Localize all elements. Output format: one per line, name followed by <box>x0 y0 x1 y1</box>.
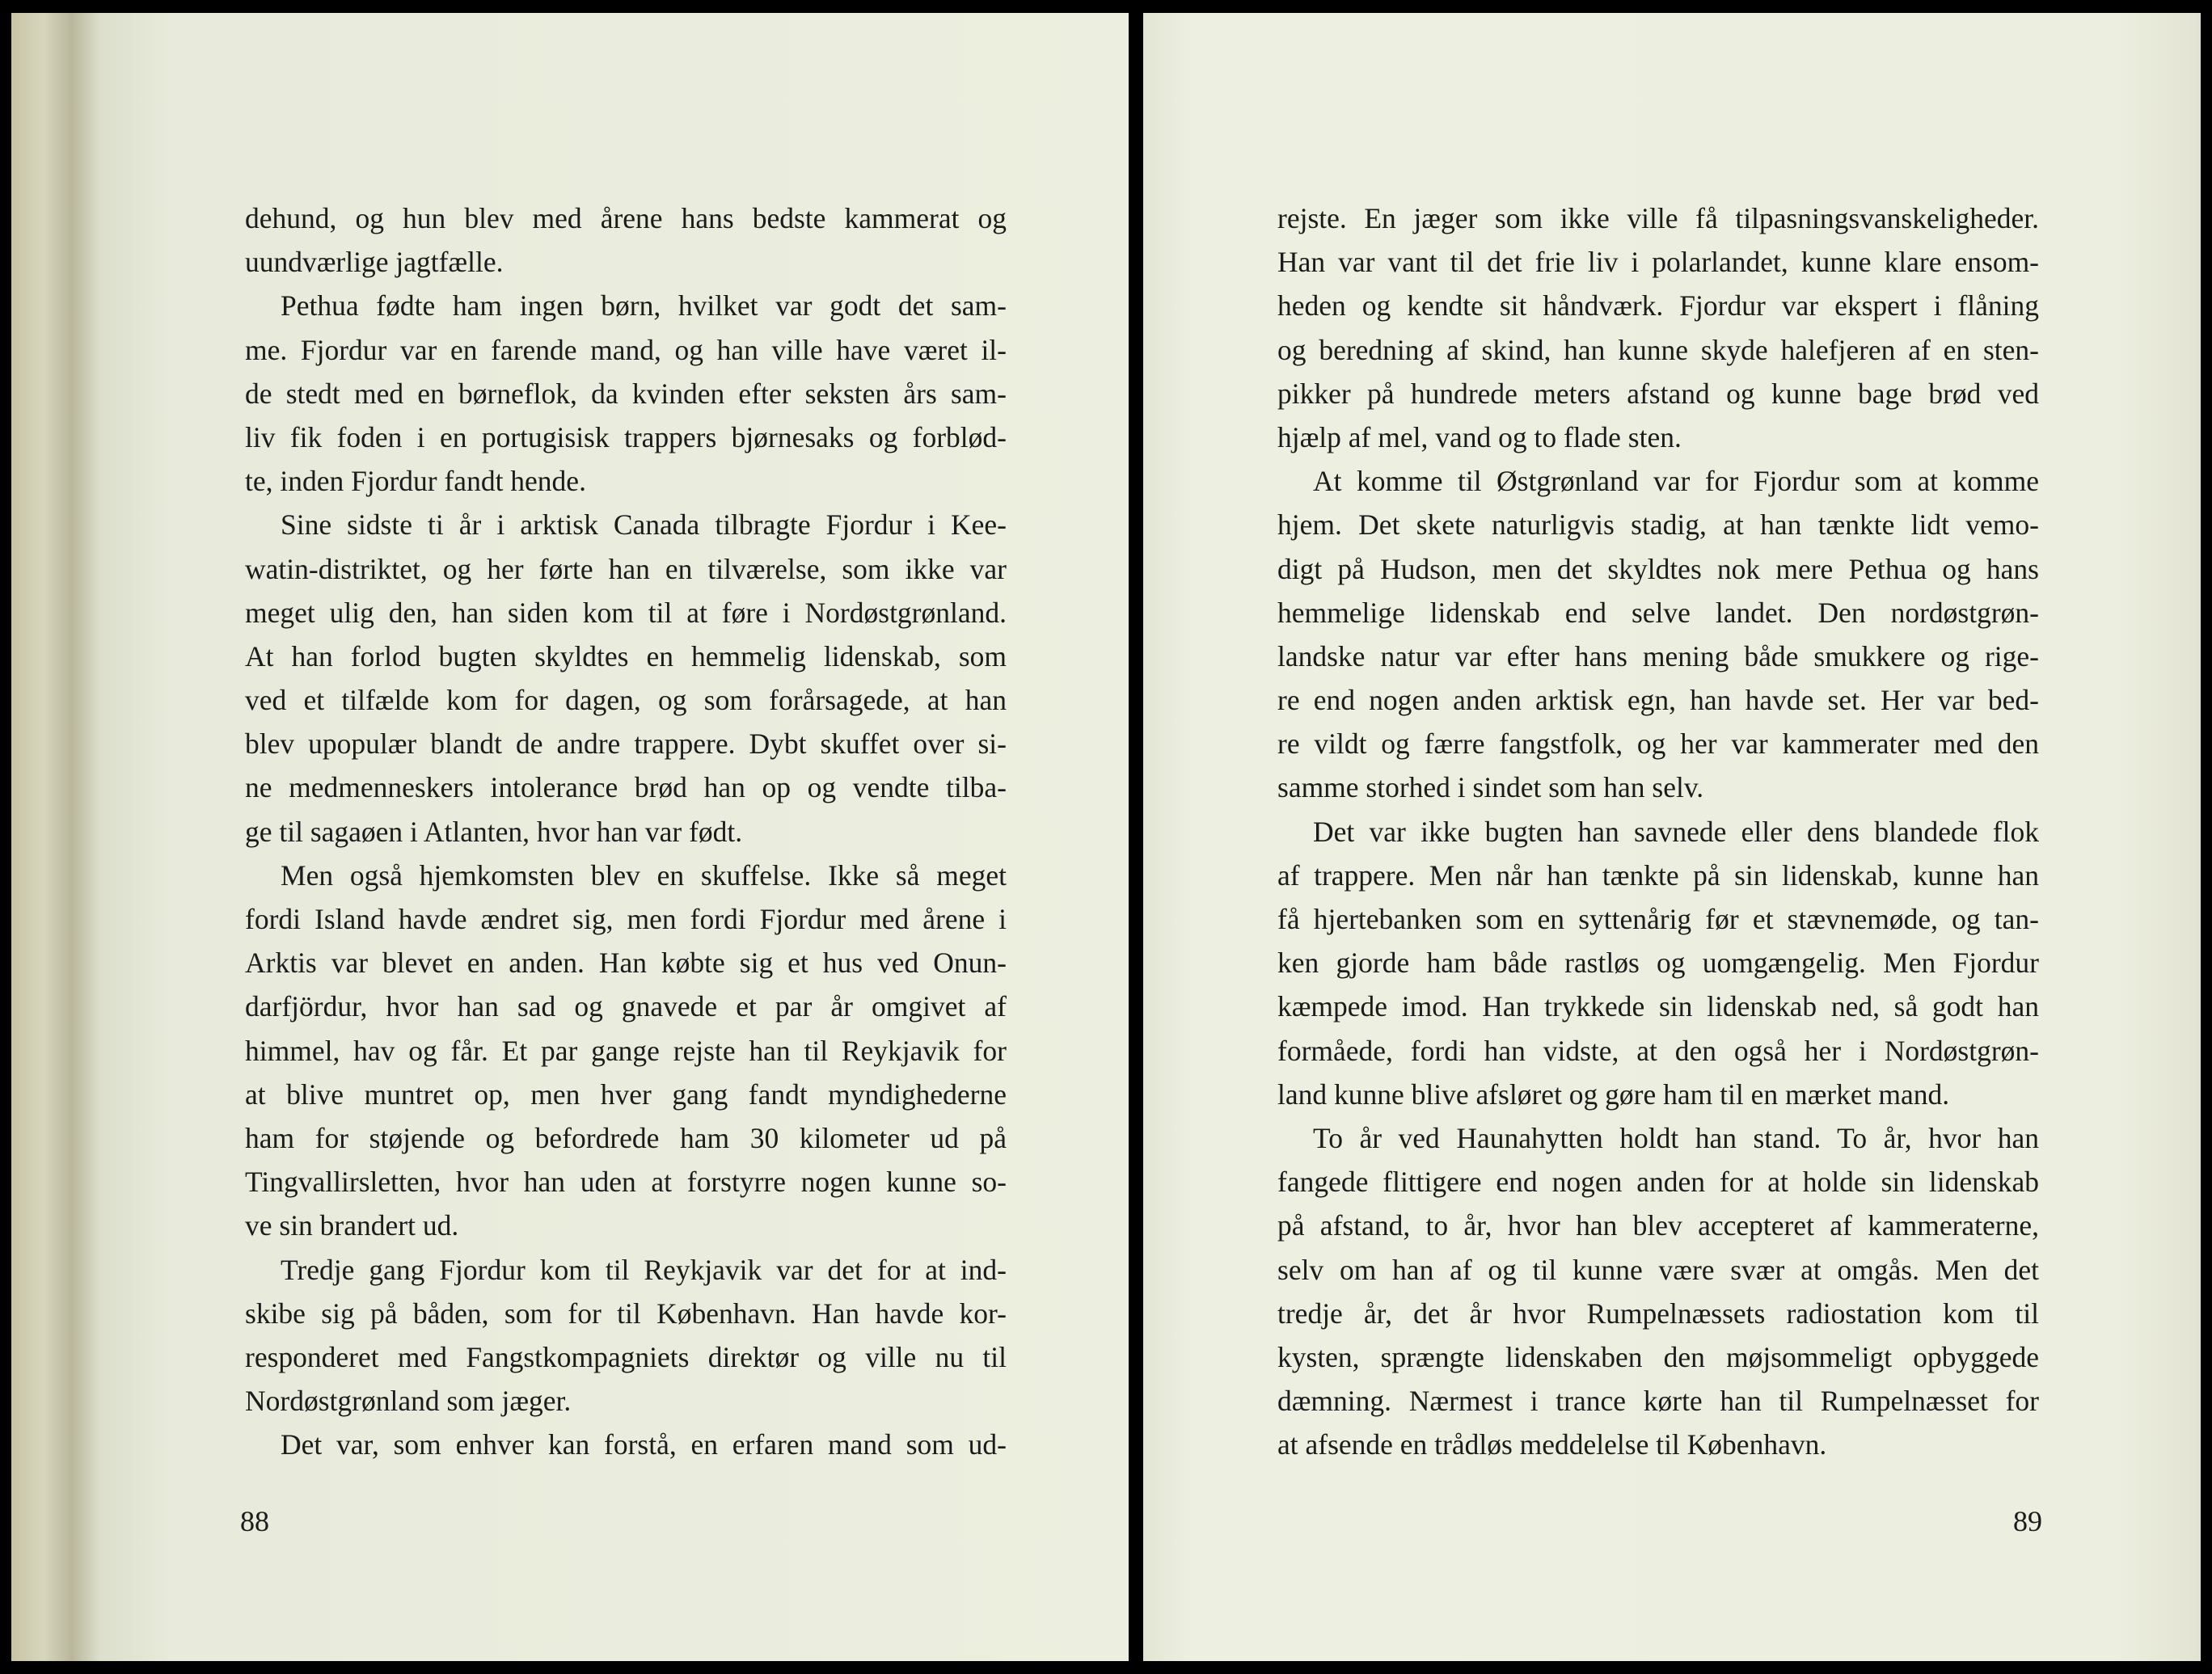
text-line: ved et tilfælde kom for dagen, og som forårsagede, at han <box>245 684 1007 717</box>
text-line: Det var, som enhver kan forstå, en erfaren mand som ud- <box>281 1428 1007 1461</box>
text-line: Han var vant til det frie liv i polarlandet, kunne klare ensom- <box>1277 246 2039 279</box>
page-number: 89 <box>2013 1505 2042 1537</box>
right-page-text <box>1277 196 2039 1466</box>
text-line: hjælp af mel, vand og to flade sten. <box>1277 420 1682 453</box>
text-line: Tredje gang Fjordur kom til Reykjavik var det for at ind- <box>281 1253 1007 1286</box>
text-line: ham for støjende og befordrede ham 30 kilometer ud på <box>245 1121 1007 1154</box>
left-page-text <box>245 196 1007 1466</box>
text-line: responderet med Fangstkompagniets direktør og ville nu til <box>245 1340 1007 1373</box>
text-line: blev upopulær blandt de andre trappere. Dybt skuffet over si- <box>245 727 1007 761</box>
text-line: formåede, fordi han vidste, at den også her i Nordøstgrøn- <box>1277 1034 2039 1067</box>
text-line: re vildt og færre fangstfolk, og her var kammerater med den <box>1277 727 2039 761</box>
text-line: landske natur var efter hans mening både smukkere og rige- <box>1277 639 2039 673</box>
text-line: Tingvallirsletten, hvor han uden at forstyrre nogen kunne so- <box>245 1166 1007 1199</box>
text-line: Det var ikke bugten han savnede eller dens blandede flok <box>1313 815 2039 848</box>
text-line: uundværlige jagtfælle. <box>245 246 504 279</box>
text-line: te, inden Fjordur fandt hende. <box>245 465 586 498</box>
text-line: watin-distriktet, og her førte han en tilværelse, som ikke var <box>245 552 1007 585</box>
right-page <box>1143 13 2201 1661</box>
text-line: meget ulig den, han siden kom til at føre i Nordøstgrønland. <box>245 596 1007 629</box>
page-number: 88 <box>240 1505 269 1537</box>
text-line: darfjördur, hvor han sad og gnavede et par år omgivet af <box>245 990 1007 1023</box>
text-line: ge til sagaøen i Atlanten, hvor han var født. <box>245 815 743 848</box>
text-line: og beredning af skind, han kunne skyde halefjeren af en sten- <box>1277 333 2039 366</box>
text-line: pikker på hundrede meters afstand og kunne bage brød ved <box>1277 377 2039 410</box>
text-line: me. Fjordur var en farende mand, og han ville have været il- <box>245 333 1007 366</box>
text-line: land kunne blive afsløret og gøre ham til en mærket mand. <box>1277 1077 1950 1111</box>
text-line: at afsende en trådløs meddelelse til København. <box>1277 1428 1827 1461</box>
text-line: ne medmenneskers intolerance brød han op og vendte tilba- <box>245 771 1007 804</box>
text-line: ve sin brandert ud. <box>245 1209 459 1242</box>
text-line: At komme til Østgrønland var for Fjordur som at komme <box>1313 465 2039 498</box>
text-line: fangede flittigere end nogen anden for at holde sin lidenskab <box>1277 1166 2039 1199</box>
text-line: Nordøstgrønland som jæger. <box>245 1385 572 1418</box>
text-line: At han forlod bugten skyldtes en hemmelig lidenskab, som <box>245 639 1007 673</box>
text-line: samme storhed i sindet som han selv. <box>1277 771 1704 804</box>
text-line: dehund, og hun blev med årene hans bedste kammerat og <box>245 202 1007 234</box>
text-line: af trappere. Men når han tænkte på sin lidenskab, kunne han <box>1277 858 2039 892</box>
text-line: dæmning. Nærmest i trance kørte han til Rumpelnæsset for <box>1277 1385 2039 1418</box>
text-line: skibe sig på båden, som for til København. Han havde kor- <box>245 1297 1007 1330</box>
text-line: Sine sidste ti år i arktisk Canada tilbragte Fjordur i Kee- <box>281 508 1007 542</box>
text-line: To år ved Haunahytten holdt han stand. To år, hvor han <box>1313 1121 2039 1154</box>
text-line: de stedt med en børneflok, da kvinden efter seksten års sam- <box>245 377 1007 410</box>
text-line: få hjertebanken som en syttenårig før et stævnemøde, og tan- <box>1277 903 2039 935</box>
text-line: Arktis var blevet en anden. Han købte sig et hus ved Onun- <box>245 947 1007 980</box>
text-line: Men også hjemkomsten blev en skuffelse. Ikke så meget <box>281 858 1007 892</box>
text-line: selv om han af og til kunne være svær at omgås. Men det <box>1277 1253 2039 1286</box>
text-line: re end nogen anden arktisk egn, han havde set. Her var bed- <box>1277 684 2039 717</box>
text-line: at blive muntret op, men hver gang fandt myndighederne <box>245 1077 1007 1111</box>
text-line: kysten, sprængte lidenskaben den møjsommeligt opbyggede <box>1277 1340 2039 1373</box>
text-line: tredje år, det år hvor Rumpelnæssets radiostation kom til <box>1277 1297 2039 1330</box>
left-page <box>11 13 1129 1661</box>
text-line: ken gjorde ham både rastløs og uomgængelig. Men Fjordur <box>1277 947 2039 980</box>
text-line: kæmpede imod. Han trykkede sin lidenskab ned, så godt han <box>1277 990 2039 1023</box>
text-line: hjem. Det skete naturligvis stadig, at han tænkte lidt vemo- <box>1277 508 2039 542</box>
text-line: digt på Hudson, men det skyldtes nok mere Pethua og hans <box>1277 552 2039 585</box>
text-line: liv fik foden i en portugisisk trappers bjørnesaks og forblød- <box>245 420 1007 453</box>
text-line: Pethua fødte ham ingen børn, hvilket var godt det sam- <box>281 289 1007 323</box>
text-line: på afstand, to år, hvor han blev accepteret af kammeraterne, <box>1277 1209 2039 1242</box>
text-line: heden og kendte sit håndværk. Fjordur var ekspert i flåning <box>1277 289 2039 323</box>
text-line: fordi Island havde ændret sig, men fordi Fjordur med årene i <box>245 903 1007 935</box>
text-line: hemmelige lidenskab end selve landet. Den nordøstgrøn- <box>1277 596 2039 629</box>
text-line: rejste. En jæger som ikke ville få tilpasningsvanskeligheder. <box>1277 202 2039 234</box>
text-line: himmel, hav og får. Et par gange rejste han til Reykjavik for <box>245 1034 1007 1067</box>
